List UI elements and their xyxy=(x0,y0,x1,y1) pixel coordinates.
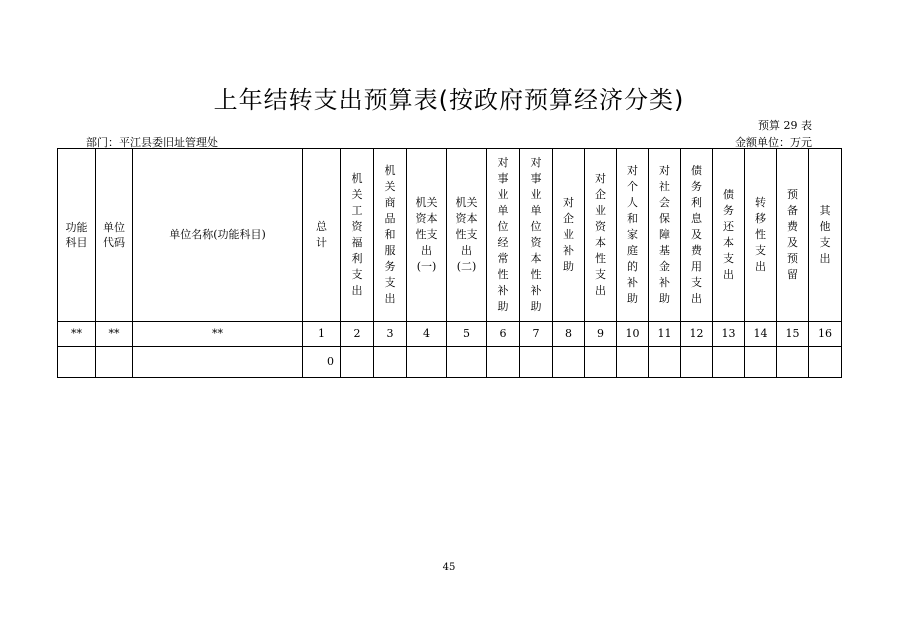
header-cell xyxy=(487,149,520,322)
table-cell xyxy=(487,347,520,378)
table-row xyxy=(58,347,842,378)
table-cell xyxy=(341,347,374,378)
header-cell xyxy=(681,149,713,322)
budget-table xyxy=(57,148,842,378)
header-cell xyxy=(585,149,617,322)
header-col: 对企业资本性支出 xyxy=(595,172,606,297)
header-cell xyxy=(133,149,303,322)
table-cell xyxy=(407,347,447,378)
table-cell: 8 xyxy=(553,322,585,347)
department-label: 部门：平江县委旧址管理处 xyxy=(86,136,218,149)
header-col: 机关资本性支出(一) xyxy=(415,196,438,273)
form-number: 预算 29 表 xyxy=(758,119,812,132)
header-cell xyxy=(649,149,681,322)
header-col: 对企业补助 xyxy=(563,196,574,273)
table-cell: ** xyxy=(133,322,303,347)
table-cell xyxy=(585,347,617,378)
header-col: 对个人和家庭的补助 xyxy=(627,164,638,305)
table-cell xyxy=(713,347,745,378)
header-col: 预备费及预留 xyxy=(787,188,798,281)
header-col: 其他支出 xyxy=(819,204,831,265)
header-col: 对事业单位资本性补助 xyxy=(530,156,542,313)
header-cell xyxy=(777,149,809,322)
header-col: 机关工资福利支出 xyxy=(351,172,363,297)
header-cell xyxy=(341,149,374,322)
header-col: 对社会保障基金补助 xyxy=(659,164,670,305)
header-cell xyxy=(809,149,842,322)
header-col: 债务还本支出 xyxy=(723,188,734,281)
header-col: 转移性支出 xyxy=(755,196,766,273)
header-col: 总计 xyxy=(316,220,327,249)
table-cell xyxy=(777,347,809,378)
table-cell xyxy=(133,347,303,378)
table-cell: 5 xyxy=(447,322,487,347)
header-cell xyxy=(745,149,777,322)
table-cell xyxy=(58,347,96,378)
table-cell: 2 xyxy=(341,322,374,347)
header-cell xyxy=(58,149,96,322)
header-col: 机关资本性支出(二) xyxy=(455,196,478,273)
header-unit-code: 单位代码 xyxy=(103,221,125,249)
header-cell xyxy=(96,149,133,322)
table-cell: 16 xyxy=(809,322,842,347)
table-cell: ** xyxy=(58,322,96,347)
header-unit-name: 单位名称(功能科目) xyxy=(169,228,266,241)
table-cell: 9 xyxy=(585,322,617,347)
table-cell xyxy=(745,347,777,378)
table-cell: 10 xyxy=(617,322,649,347)
table-cell: 3 xyxy=(374,322,407,347)
table-cell: 13 xyxy=(713,322,745,347)
table-cell xyxy=(649,347,681,378)
table-cell xyxy=(617,347,649,378)
header-cell xyxy=(407,149,447,322)
table-cell: 4 xyxy=(407,322,447,347)
page-number: 45 xyxy=(442,562,456,573)
header-row xyxy=(58,149,842,322)
header-col: 机关商品和服务支出 xyxy=(384,164,396,305)
amount-unit-label: 金额单位：万元 xyxy=(735,136,812,149)
header-col: 债务利息及费用支出 xyxy=(691,164,702,305)
table-cell: 6 xyxy=(487,322,520,347)
column-number-row xyxy=(58,322,842,347)
total-cell: 0 xyxy=(303,347,341,378)
table-cell xyxy=(447,347,487,378)
table-cell: 12 xyxy=(681,322,713,347)
table-cell: 11 xyxy=(649,322,681,347)
table-cell xyxy=(553,347,585,378)
table-cell xyxy=(681,347,713,378)
header-cell xyxy=(520,149,553,322)
header-cell xyxy=(553,149,585,322)
table-cell xyxy=(809,347,842,378)
header-col: 对事业单位经常性补助 xyxy=(497,156,509,313)
header-cell xyxy=(713,149,745,322)
header-func-subject: 功能科目 xyxy=(65,221,88,249)
page-title: 上年结转支出预算表(按政府预算经济分类) xyxy=(213,86,685,114)
table-cell: 1 xyxy=(303,322,341,347)
table-cell xyxy=(374,347,407,378)
header-cell xyxy=(447,149,487,322)
header-cell xyxy=(303,149,341,322)
table-cell: 7 xyxy=(520,322,553,347)
header-cell xyxy=(374,149,407,322)
table-cell xyxy=(96,347,133,378)
header-cell xyxy=(617,149,649,322)
table-cell: 14 xyxy=(745,322,777,347)
table-cell: ** xyxy=(96,322,133,347)
table-cell xyxy=(520,347,553,378)
table-cell: 15 xyxy=(777,322,809,347)
